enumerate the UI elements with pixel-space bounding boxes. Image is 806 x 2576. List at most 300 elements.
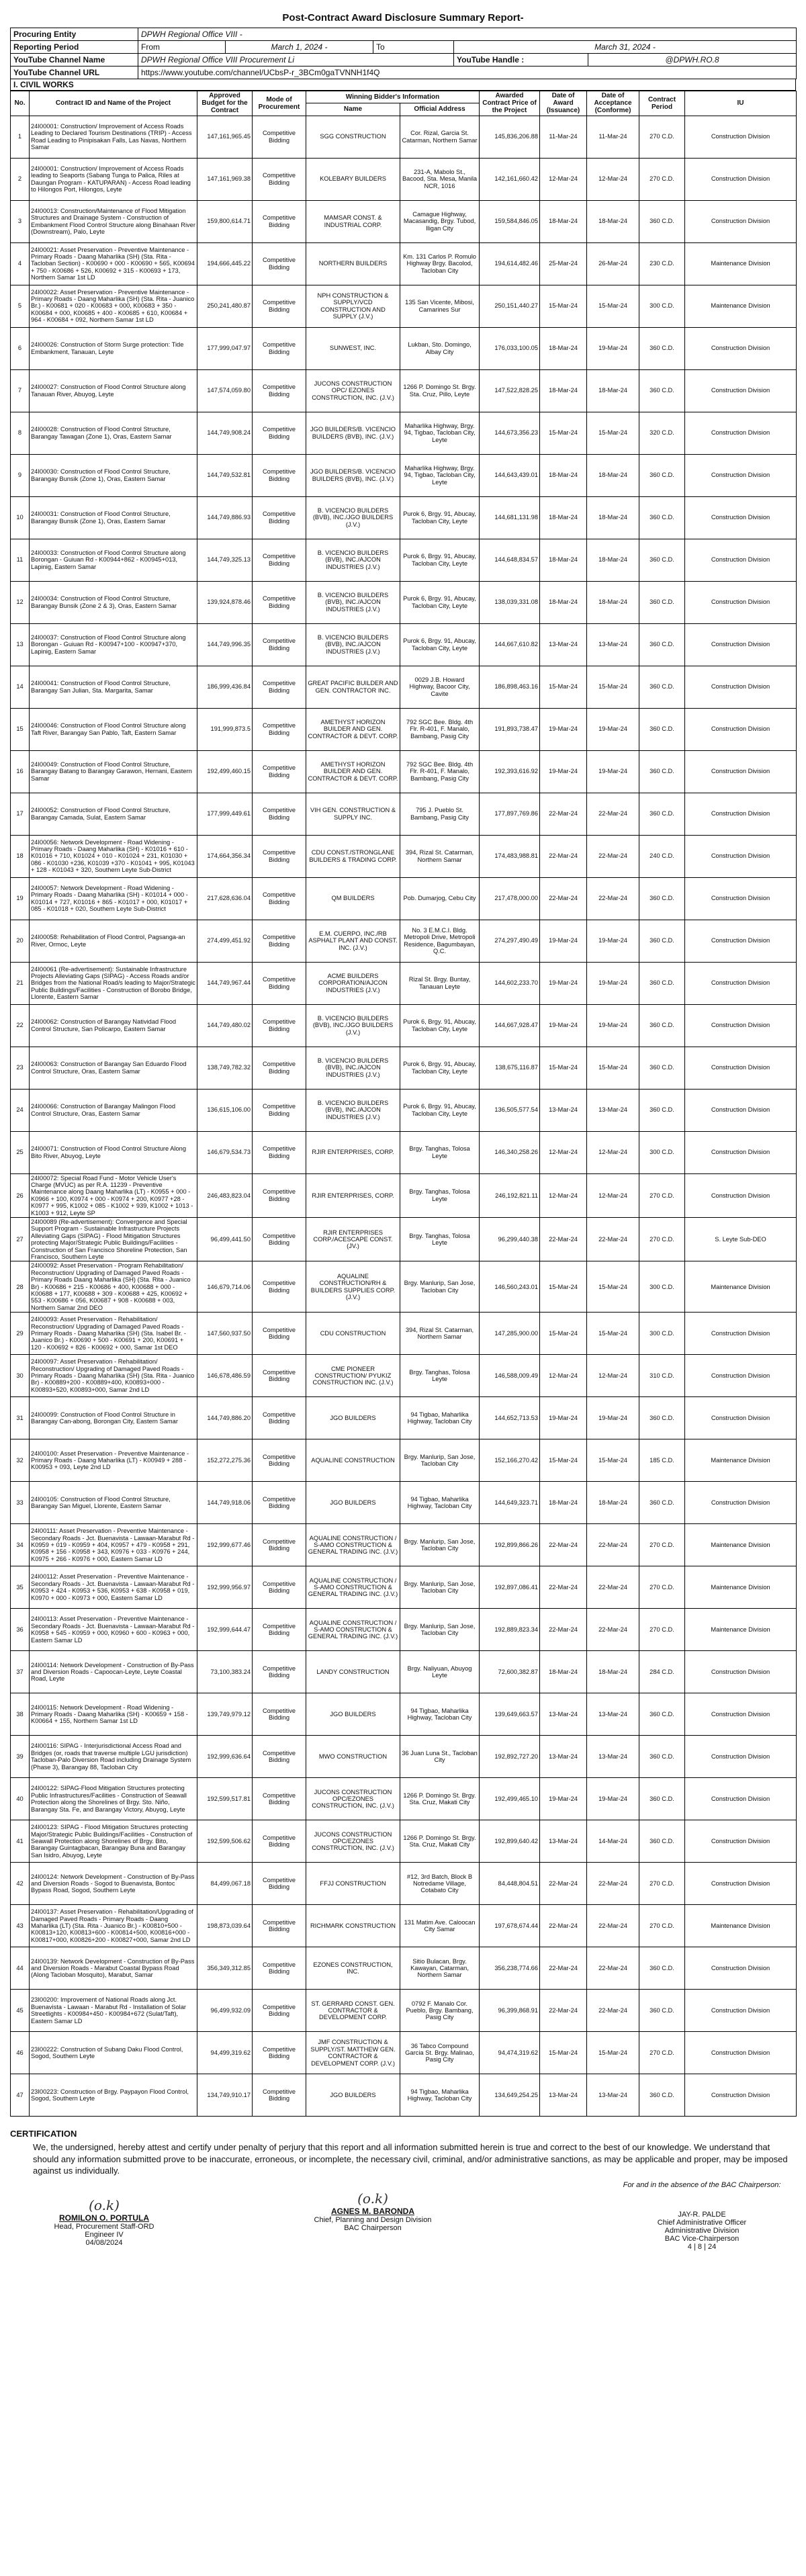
row-number: 42 — [11, 1863, 30, 1905]
bidder-address: Purok 6, Brgy. 91, Abucay, Tacloban City, Leyte — [400, 539, 480, 581]
contract-name: 24I00028: Construction of Flood Control Structure, Barangay Tawagan (Zone 1), Oras, Eastern Samar — [30, 412, 197, 454]
bidder-address: Brgy. Tanghas, Tolosa Leyte — [400, 1173, 480, 1217]
contract-name: 24I00123: SIPAG - Flood Mitigation Structures protecting Major/Strategic Public Buildings/Facilities - Construction of Seawall Protection along Shorelines of Brgy. Bito, Barangay Guintagbacan, Barangay Buna and Barangay San Isidro, Abuyog, Leyte — [30, 1820, 197, 1863]
implementing-unit: Construction Division — [685, 1990, 797, 2032]
implementing-unit: Construction Division — [685, 962, 797, 1004]
bidder-name: JGO BUILDERS/B. VICENCIO BUILDERS (BVB), INC. (J.V.) — [306, 412, 400, 454]
bidder-address: Brgy. Tanghas, Tolosa Leyte — [400, 1355, 480, 1397]
award-date: 18-Mar-24 — [540, 454, 587, 496]
contract-period: 270 C.D. — [639, 1609, 685, 1651]
report-title: Post-Contract Award Disclosure Summary Report- — [282, 12, 524, 24]
table-row — [11, 920, 797, 962]
award-date: 19-Mar-24 — [540, 920, 587, 962]
awarded-price: 194,614,482.46 — [480, 242, 540, 285]
row-number: 13 — [11, 623, 30, 666]
procurement-mode: Competitive Bidding — [253, 116, 306, 158]
bidder-name: B. VICENCIO BUILDERS (BVB), INC./AJCON INDUSTRIES (J.V.) — [306, 1047, 400, 1089]
table-row — [11, 581, 797, 623]
bidder-name: AMETHYST HORIZON BUILDER AND GEN. CONTRACTOR & DEVT. CORP. — [306, 750, 400, 793]
approved-budget: 192,999,677.46 — [197, 1524, 253, 1566]
bidder-address: Purok 6, Brgy. 91, Abucay, Tacloban City, Leyte — [400, 1047, 480, 1089]
bidder-address: 0029 J.B. Howard Highway, Bacoor City, Cavite — [400, 666, 480, 708]
acceptance-date: 19-Mar-24 — [587, 962, 639, 1004]
awarded-price: 144,649,323.71 — [480, 1482, 540, 1524]
procurement-mode: Competitive Bidding — [253, 1863, 306, 1905]
bidder-address: 36 Tabco Compound Garcia St. Brgy. Malinao, Pasig City — [400, 2032, 480, 2074]
contract-period: 240 C.D. — [639, 835, 685, 877]
acceptance-date: 18-Mar-24 — [587, 539, 639, 581]
certification-block — [10, 2129, 796, 2282]
contract-period: 270 C.D. — [639, 116, 685, 158]
acceptance-date: 18-Mar-24 — [587, 369, 639, 412]
row-number: 18 — [11, 835, 30, 877]
bidder-name: NORTHERN BUILDERS — [306, 242, 400, 285]
contract-name: 24I00063: Construction of Barangay San Eduardo Flood Control Structure, Oras, Eastern Samar — [30, 1047, 197, 1089]
contract-period: 270 C.D. — [639, 1566, 685, 1609]
implementing-unit: Construction Division — [685, 327, 797, 369]
acceptance-date: 13-Mar-24 — [587, 623, 639, 666]
award-date: 18-Mar-24 — [540, 1651, 587, 1693]
acceptance-date: 22-Mar-24 — [587, 1609, 639, 1651]
contract-name: 24I00137: Asset Preservation - Rehabilitation/Upgrading of Damaged Paved Roads - Primary Roads - Daang Maharlika (LT) (Sta. Rita - Juanico Br.) - K00810+500 - K00813+120, K00813+600 - K00814+500, K00816+000 - K00817+000, K00826+200 - K00827+000, Samar 2nd LD — [30, 1905, 197, 1947]
contract-name: 24I00100: Asset Preservation - Preventive Maintenance - Primary Roads - Daang Maharlika (LT) - K00949 + 288 - K00953 + 093, Leyte 2nd LD — [30, 1439, 197, 1482]
award-date: 22-Mar-24 — [540, 1990, 587, 2032]
procurement-mode: Competitive Bidding — [253, 750, 306, 793]
procurement-mode: Competitive Bidding — [253, 1820, 306, 1863]
award-date: 22-Mar-24 — [540, 1947, 587, 1990]
table-row — [11, 1609, 797, 1651]
acceptance-date: 15-Mar-24 — [587, 1439, 639, 1482]
procurement-mode: Competitive Bidding — [253, 1313, 306, 1355]
table-row — [11, 327, 797, 369]
awarded-price: 191,893,738.47 — [480, 708, 540, 750]
award-date: 19-Mar-24 — [540, 1397, 587, 1439]
bidder-name: GREAT PACIFIC BUILDER AND GEN. CONTRACTOR INC. — [306, 666, 400, 708]
row-number: 41 — [11, 1820, 30, 1863]
certification-heading: CERTIFICATION — [10, 2129, 77, 2139]
header-no: No. — [11, 91, 30, 116]
signatory-2-name: AGNES M. BARONDA — [330, 2206, 414, 2216]
row-number: 25 — [11, 1131, 30, 1173]
acceptance-date: 18-Mar-24 — [587, 1651, 639, 1693]
implementing-unit: Construction Division — [685, 369, 797, 412]
procurement-mode: Competitive Bidding — [253, 1218, 306, 1261]
bidder-name: FFJJ CONSTRUCTION — [306, 1863, 400, 1905]
awarded-price: 217,478,000.00 — [480, 877, 540, 920]
award-date: 13-Mar-24 — [540, 1736, 587, 1778]
row-number: 33 — [11, 1482, 30, 1524]
approved-budget: 144,749,918.06 — [197, 1482, 253, 1524]
bidder-name: ACME BUILDERS CORPORATION/AJCON INDUSTRIES (J.V.) — [306, 962, 400, 1004]
acceptance-date: 11-Mar-24 — [587, 116, 639, 158]
procurement-mode: Competitive Bidding — [253, 1736, 306, 1778]
contract-period: 360 C.D. — [639, 962, 685, 1004]
bidder-name: JGO BUILDERS — [306, 1397, 400, 1439]
contract-name: 24I00027: Construction of Flood Control Structure along Tanauan River, Abuyog, Leyte — [30, 369, 197, 412]
awarded-price: 144,673,356.23 — [480, 412, 540, 454]
contract-name: 24I00105: Construction of Flood Control Structure, Barangay San Miguel, Llorente, Eastern Samar — [30, 1482, 197, 1524]
implementing-unit: Construction Division — [685, 539, 797, 581]
approved-budget: 147,161,965.45 — [197, 116, 253, 158]
bidder-address: 0792 F. Manalo Cor. Pueblo, Brgy. Bambang, Pasig City — [400, 1990, 480, 2032]
signature-area — [10, 2181, 796, 2282]
table-row — [11, 750, 797, 793]
row-number: 10 — [11, 496, 30, 539]
bidder-address: Rizal St. Brgy. Buntay, Tanauan Leyte — [400, 962, 480, 1004]
bidder-name: QM BUILDERS — [306, 877, 400, 920]
acceptance-date: 22-Mar-24 — [587, 1218, 639, 1261]
procurement-mode: Competitive Bidding — [253, 1651, 306, 1693]
bidder-name: VIH GEN. CONSTRUCTION & SUPPLY INC. — [306, 793, 400, 835]
procurement-mode: Competitive Bidding — [253, 877, 306, 920]
signatory-2 — [292, 2190, 453, 2232]
table-row — [11, 496, 797, 539]
contract-period: 230 C.D. — [639, 242, 685, 285]
approved-budget: 146,679,714.06 — [197, 1261, 253, 1313]
acceptance-date: 15-Mar-24 — [587, 1313, 639, 1355]
awarded-price: 192,892,727.20 — [480, 1736, 540, 1778]
row-number: 21 — [11, 962, 30, 1004]
table-row — [11, 1397, 797, 1439]
header-address: Official Address — [400, 103, 480, 116]
approved-budget: 174,664,356.34 — [197, 835, 253, 877]
signatory-3-title-1: Chief Administrative Officer — [657, 2218, 747, 2227]
table-row — [11, 1990, 797, 2032]
procurement-mode: Competitive Bidding — [253, 1439, 306, 1482]
awarded-price: 134,649,254.25 — [480, 2074, 540, 2117]
awarded-price: 144,652,713.53 — [480, 1397, 540, 1439]
contract-period: 270 C.D. — [639, 158, 685, 200]
header-bidder: Winning Bidder's Information — [306, 91, 480, 103]
contract-period: 360 C.D. — [639, 793, 685, 835]
table-row — [11, 158, 797, 200]
acceptance-date: 22-Mar-24 — [587, 1524, 639, 1566]
row-number: 3 — [11, 200, 30, 242]
signatory-1-title: Head, Procurement Staff-ORD — [54, 2222, 154, 2231]
approved-budget: 96,499,932.09 — [197, 1990, 253, 2032]
contract-period: 360 C.D. — [639, 1736, 685, 1778]
bidder-address: Purok 6, Brgy. 91, Abucay, Tacloban City, Leyte — [400, 623, 480, 666]
row-number: 31 — [11, 1397, 30, 1439]
bidder-address: Brgy. Tanghas, Tolosa Leyte — [400, 1218, 480, 1261]
implementing-unit: Construction Division — [685, 1355, 797, 1397]
award-date: 22-Mar-24 — [540, 1524, 587, 1566]
awarded-price: 144,667,610.82 — [480, 623, 540, 666]
row-number: 8 — [11, 412, 30, 454]
approved-budget: 246,483,823.04 — [197, 1173, 253, 1217]
table-row — [11, 1313, 797, 1355]
awarded-price: 177,897,769.86 — [480, 793, 540, 835]
implementing-unit: Construction Division — [685, 1693, 797, 1736]
row-number: 30 — [11, 1355, 30, 1397]
award-date: 13-Mar-24 — [540, 2074, 587, 2117]
table-row — [11, 1524, 797, 1566]
table-row — [11, 1131, 797, 1173]
award-date: 22-Mar-24 — [540, 1609, 587, 1651]
contract-name: 24I00033: Construction of Flood Control Structure along Borongan - Guiuan Rd - K00944+862 - K00945+013, Lapinig, Eastern Samar — [30, 539, 197, 581]
contract-name: 24I00066: Construction of Barangay Malingon Flood Control Structure, Oras, Eastern Samar — [30, 1089, 197, 1131]
acceptance-date: 19-Mar-24 — [587, 1778, 639, 1820]
row-number: 39 — [11, 1736, 30, 1778]
contract-period: 270 C.D. — [639, 1863, 685, 1905]
bidder-address: Brgy. Manlurip, San Jose, Tacloban City — [400, 1524, 480, 1566]
bidder-address: 94 Tigbao, Maharlika Highway, Tacloban City — [400, 1482, 480, 1524]
contract-name: 24I00026: Construction of Storm Surge protection: Tide Embankment, Tanauan, Leyte — [30, 327, 197, 369]
table-row — [11, 242, 797, 285]
bidder-name: JMF CONSTRUCTION & SUPPLY/ST. MATTHEW GEN. CONTRACTOR & DEVELOPMENT CORP. (J.V.) — [306, 2032, 400, 2074]
procurement-mode: Competitive Bidding — [253, 158, 306, 200]
implementing-unit: Maintenance Division — [685, 242, 797, 285]
procurement-mode: Competitive Bidding — [253, 835, 306, 877]
acceptance-date: 22-Mar-24 — [587, 793, 639, 835]
contract-name: 24I00139: Network Development - Construction of By-Pass and Diversion Roads - Marabut Coastal Bypass Road (Along Tacloban Mosquito), Marabut, Samar — [30, 1947, 197, 1990]
bidder-name: JGO BUILDERS — [306, 1693, 400, 1736]
contract-name: 24I00062: Construction of Barangay Natividad Flood Control Structure, San Policarpo, Eastern Samar — [30, 1004, 197, 1047]
procurement-mode: Competitive Bidding — [253, 1261, 306, 1313]
bidder-name: E.M. CUERPO, INC./RB ASPHALT PLANT AND CONST. INC. (J.V.) — [306, 920, 400, 962]
header-award: Date of Award (Issuance) — [540, 91, 587, 116]
row-number: 9 — [11, 454, 30, 496]
award-date: 12-Mar-24 — [540, 1131, 587, 1173]
award-date: 25-Mar-24 — [540, 242, 587, 285]
acceptance-date: 19-Mar-24 — [587, 1397, 639, 1439]
awarded-price: 136,505,577.54 — [480, 1089, 540, 1131]
procurement-mode: Competitive Bidding — [253, 1047, 306, 1089]
awarded-price: 250,151,440.27 — [480, 285, 540, 327]
implementing-unit: Construction Division — [685, 1863, 797, 1905]
contract-period: 360 C.D. — [639, 1004, 685, 1047]
acceptance-date: 19-Mar-24 — [587, 920, 639, 962]
to-label: To — [373, 41, 454, 54]
bidder-name: B. VICENCIO BUILDERS (BVB), INC./JGO BUILDERS (J.V.) — [306, 496, 400, 539]
contract-name: 24I00112: Asset Preservation - Preventive Maintenance - Secondary Roads - Jct. Buenavista - Lawaan-Marabut Rd - K0953 + 424 - K0953 + 536, K0953 + 638 - K0958 + 019, K0970 + 000 - K0973 + 000, Eastern Samar LD — [30, 1566, 197, 1609]
awarded-price: 84,448,804.51 — [480, 1863, 540, 1905]
approved-budget: 144,749,532.81 — [197, 454, 253, 496]
row-number: 6 — [11, 327, 30, 369]
award-date: 18-Mar-24 — [540, 581, 587, 623]
contract-period: 360 C.D. — [639, 1089, 685, 1131]
acceptance-date: 22-Mar-24 — [587, 1863, 639, 1905]
contract-period: 360 C.D. — [639, 539, 685, 581]
bidder-address: 135 San Vicente, Mibosi, Camarines Sur — [400, 285, 480, 327]
approved-budget: 192,999,956.97 — [197, 1566, 253, 1609]
contract-name: 24I00046: Construction of Flood Control Structure along Taft River, Barangay San Pablo, Taft, Eastern Samar — [30, 708, 197, 750]
approved-budget: 192,999,636.64 — [197, 1736, 253, 1778]
contract-period: 360 C.D. — [639, 1397, 685, 1439]
contract-name: 24I00124: Network Development - Construction of By-Pass and Diversion Roads - Sogod to Buenavista, Bontoc Bypass Road, Sogod, Southern Leyte — [30, 1863, 197, 1905]
acceptance-date: 22-Mar-24 — [587, 1905, 639, 1947]
contract-name: 24I00113: Asset Preservation - Preventive Maintenance - Secondary Roads - Jct. Buenavista - Lawaan-Marabut Rd - K0958 + 545 - K0959 + 000, K0960 + 600 - K0963 + 000, Eastern Samar LD — [30, 1609, 197, 1651]
bidder-name: AQUALINE CONSTRUCTION — [306, 1439, 400, 1482]
row-number: 23 — [11, 1047, 30, 1089]
implementing-unit: Construction Division — [685, 1482, 797, 1524]
awarded-price: 146,588,009.49 — [480, 1355, 540, 1397]
awarded-price: 146,560,243.01 — [480, 1261, 540, 1313]
acceptance-date: 13-Mar-24 — [587, 1089, 639, 1131]
procurement-mode: Competitive Bidding — [253, 623, 306, 666]
contract-name: 24I00122: SIPAG-Flood Mitigation Structures protecting Public Infrastructures/Facilities - Construction of Seawall Protection along the Shorelines of Brgy. Sto. Niño, Barangay Sta. Fe, and Barangay Victory, Abuyog, Leyte — [30, 1778, 197, 1820]
implementing-unit: Construction Division — [685, 1778, 797, 1820]
awarded-price: 138,039,331.08 — [480, 581, 540, 623]
contract-period: 270 C.D. — [639, 1218, 685, 1261]
row-number: 35 — [11, 1566, 30, 1609]
implementing-unit: Maintenance Division — [685, 1566, 797, 1609]
implementing-unit: Maintenance Division — [685, 1439, 797, 1482]
bidder-name: AQUALINE CONSTRUCTION / S-AMO CONSTRUCTION & GENERAL TRADING INC. (J.V.) — [306, 1609, 400, 1651]
award-date: 19-Mar-24 — [540, 1778, 587, 1820]
award-date: 15-Mar-24 — [540, 285, 587, 327]
bidder-address: 94 Tigbao, Maharlika Highway, Tacloban City — [400, 1693, 480, 1736]
contract-period: 300 C.D. — [639, 1313, 685, 1355]
award-date: 15-Mar-24 — [540, 1439, 587, 1482]
procurement-mode: Competitive Bidding — [253, 1905, 306, 1947]
acceptance-date: 22-Mar-24 — [587, 835, 639, 877]
contract-name: 24I00116: SIPAG - Interjurisdictional Access Road and Bridges (or, roads that traverse multiple LGU jurisdiction) Tacloban-Palo Diversion Road including Drainage System (Phase 3), Barangay 88, Tacloban City — [30, 1736, 197, 1778]
bidder-name: JUCONS CONSTRUCTION OPC/ EZONES CONSTRUCTION, INC. (J.V.) — [306, 369, 400, 412]
awarded-price: 192,889,823.34 — [480, 1609, 540, 1651]
header-mode: Mode of Procurement — [253, 91, 306, 116]
award-date: 22-Mar-24 — [540, 1863, 587, 1905]
contract-period: 360 C.D. — [639, 1482, 685, 1524]
table-row — [11, 1482, 797, 1524]
procurement-mode: Competitive Bidding — [253, 1609, 306, 1651]
acceptance-date: 13-Mar-24 — [587, 2074, 639, 2117]
signatory-3-title-2: Administrative Division — [664, 2226, 740, 2235]
contract-period: 360 C.D. — [639, 623, 685, 666]
bidder-address: Cor. Rizal, Garcia St. Catarman, Northern Samar — [400, 116, 480, 158]
approved-budget: 144,749,480.02 — [197, 1004, 253, 1047]
table-row — [11, 1173, 797, 1217]
contract-period: 270 C.D. — [639, 2032, 685, 2074]
implementing-unit: Construction Division — [685, 1131, 797, 1173]
contract-period: 360 C.D. — [639, 708, 685, 750]
contract-period: 360 C.D. — [639, 369, 685, 412]
awarded-price: 144,648,834.57 — [480, 539, 540, 581]
acceptance-date: 12-Mar-24 — [587, 1355, 639, 1397]
acceptance-date: 14-Mar-24 — [587, 1820, 639, 1863]
procurement-mode: Competitive Bidding — [253, 369, 306, 412]
row-number: 5 — [11, 285, 30, 327]
table-row — [11, 1863, 797, 1905]
approved-budget: 274,499,451.92 — [197, 920, 253, 962]
contract-name: 23I00222: Construction of Subang Daku Flood Control, Sogod, Southern Leyte — [30, 2032, 197, 2074]
row-number: 14 — [11, 666, 30, 708]
procurement-mode: Competitive Bidding — [253, 1482, 306, 1524]
table-row — [11, 1693, 797, 1736]
implementing-unit: Construction Division — [685, 623, 797, 666]
contract-name: 24I00111: Asset Preservation - Preventive Maintenance - Secondary Roads - Jct. Buenavista - Lawaan-Marabut Rd - K0959 + 019 - K0959 + 404, K0957 + 479 - K0958 + 291, K0958 + 156 - K0958 + 343, K0976 + 033 - K0976 + 244, K0975 + 266 - K0976 + 000, Eastern Samar LD — [30, 1524, 197, 1566]
table-row — [11, 1820, 797, 1863]
award-date: 13-Mar-24 — [540, 1820, 587, 1863]
bidder-name: B. VICENCIO BUILDERS (BVB), INC./AJCON INDUSTRIES (J.V.) — [306, 623, 400, 666]
bidder-name: CDU CONSTRUCTION — [306, 1313, 400, 1355]
procurement-mode: Competitive Bidding — [253, 666, 306, 708]
contract-period: 360 C.D. — [639, 496, 685, 539]
acceptance-date: 15-Mar-24 — [587, 1261, 639, 1313]
approved-budget: 144,749,886.93 — [197, 496, 253, 539]
acceptance-date: 15-Mar-24 — [587, 666, 639, 708]
implementing-unit: Maintenance Division — [685, 1261, 797, 1313]
contract-name: 24I00037: Construction of Flood Control Structure along Borongan - Guiuan Rd - K00947+100 - K00947+370, Lapinig, Eastern Samar — [30, 623, 197, 666]
row-number: 29 — [11, 1313, 30, 1355]
procurement-mode: Competitive Bidding — [253, 1397, 306, 1439]
contract-period: 320 C.D. — [639, 412, 685, 454]
table-row — [11, 623, 797, 666]
approved-budget: 73,100,383.24 — [197, 1651, 253, 1693]
bidder-name: MWO CONSTRUCTION — [306, 1736, 400, 1778]
bidder-address: 792 SGC Bee. Bldg. 4th Flr. R-401, F. Manalo, Bambang, Pasig City — [400, 708, 480, 750]
approved-budget: 144,749,886.20 — [197, 1397, 253, 1439]
implementing-unit: Maintenance Division — [685, 1524, 797, 1566]
bidder-name: MAMSAR CONST. & INDUSTRIAL CORP. — [306, 200, 400, 242]
bidder-name: B. VICENCIO BUILDERS (BVB), INC./AJCON INDUSTRIES (J.V.) — [306, 1089, 400, 1131]
contract-name: 24I00049: Construction of Flood Control Structure, Barangay Batang to Barangay Garawon, Hernani, Eastern Samar — [30, 750, 197, 793]
acceptance-date: 12-Mar-24 — [587, 158, 639, 200]
awarded-price: 144,667,928.47 — [480, 1004, 540, 1047]
procurement-mode: Competitive Bidding — [253, 200, 306, 242]
contract-name: 24I00056: Network Development - Road Widening - Primary Roads - Daang Maharlika (SH) - K01016 + 610 - K01016 + 710, K01024 + 010 - K01024 + 231, K01030 + 086 - K01030 +236, K01039 +370 - K01041 + 995, K01043 + 128 - K01043 + 320, Southern Leyte Sub-District — [30, 835, 197, 877]
award-date: 13-Mar-24 — [540, 1089, 587, 1131]
bidder-name: CME PIONEER CONSTRUCTION/ PYUKIZ CONSTRUCTION INC. (J.V.) — [306, 1355, 400, 1397]
contract-period: 300 C.D. — [639, 285, 685, 327]
approved-budget: 192,599,517.81 — [197, 1778, 253, 1820]
contract-name: 24I00022: Asset Preservation - Preventive Maintenance - Primary Roads - Daang Maharlika (SH) (Sta. Rita - Juanico Br.) - K00681 + 020 - K00683 + 000, K00683 + 350 - K00684 + 000, K00685 + 400 - K00685 + 610, K00684 + 964 - K00684 + 092, Northern Samar 1st LD — [30, 285, 197, 327]
awarded-price: 142,161,660.42 — [480, 158, 540, 200]
bidder-name: RICHMARK CONSTRUCTION — [306, 1905, 400, 1947]
acceptance-date: 15-Mar-24 — [587, 412, 639, 454]
implementing-unit: S. Leyte Sub-DEO — [685, 1218, 797, 1261]
bidder-name: NPH CONSTRUCTION & SUPPLY/VCD CONSTRUCTION AND SUPPLY (J.V.) — [306, 285, 400, 327]
contract-name: 24I00089 (Re-advertisement): Convergence and Special Support Program - Sustainable Infrastructure Projects Alleviating Gaps (SIPAG) - Flood Mitigation Structures protecting Major/Strategic Public Buildings/Facilities - Construction of San Francisco Shoreline Protection, San Francisco, Southern Leyte — [30, 1218, 197, 1261]
bidder-name: AQUALINE CONSTRUCTION / S-AMO CONSTRUCTION & GENERAL TRADING INC. (J.V.) — [306, 1524, 400, 1566]
award-date: 22-Mar-24 — [540, 1218, 587, 1261]
signatory-1 — [30, 2197, 178, 2247]
award-date: 19-Mar-24 — [540, 1004, 587, 1047]
contract-period: 270 C.D. — [639, 1524, 685, 1566]
contract-period: 300 C.D. — [639, 1261, 685, 1313]
procurement-mode: Competitive Bidding — [253, 2032, 306, 2074]
bidder-address: Purok 6, Brgy. 91, Abucay, Tacloban City, Leyte — [400, 581, 480, 623]
awarded-price: 192,499,465.10 — [480, 1778, 540, 1820]
implementing-unit: Construction Division — [685, 454, 797, 496]
bidder-address: Pob. Dumarjog, Cebu City — [400, 877, 480, 920]
bidder-address: No. 3 E.M.C.I. Bldg. Metropoli Drive, Metropoli Residence, Bagumbayan, Q.C. — [400, 920, 480, 962]
awards-table — [10, 91, 797, 2117]
award-date: 18-Mar-24 — [540, 1482, 587, 1524]
award-date: 12-Mar-24 — [540, 158, 587, 200]
signatory-3-title-3: BAC Vice-Chairperson — [664, 2234, 740, 2243]
approved-budget: 134,749,910.17 — [197, 2074, 253, 2117]
procurement-mode: Competitive Bidding — [253, 793, 306, 835]
implementing-unit: Maintenance Division — [685, 1905, 797, 1947]
approved-budget: 84,499,067.18 — [197, 1863, 253, 1905]
acceptance-date: 22-Mar-24 — [587, 1566, 639, 1609]
contract-period: 270 C.D. — [639, 1905, 685, 1947]
row-number: 44 — [11, 1947, 30, 1990]
acceptance-date: 18-Mar-24 — [587, 200, 639, 242]
awarded-price: 192,899,640.42 — [480, 1820, 540, 1863]
table-row — [11, 200, 797, 242]
contract-period: 284 C.D. — [639, 1651, 685, 1693]
approved-budget: 147,560,937.50 — [197, 1313, 253, 1355]
bidder-address: Brgy. Manlurip, San Jose, Tacloban City — [400, 1566, 480, 1609]
contract-period: 360 C.D. — [639, 666, 685, 708]
youtube-url-link[interactable]: https://www.youtube.com/channel/UCbsP-r_3BCm0gaTVNNH1f4Q — [138, 66, 797, 79]
implementing-unit: Construction Division — [685, 666, 797, 708]
procurement-mode: Competitive Bidding — [253, 1131, 306, 1173]
bidder-name: KOLEBARY BUILDERS — [306, 158, 400, 200]
approved-budget: 217,628,636.04 — [197, 877, 253, 920]
